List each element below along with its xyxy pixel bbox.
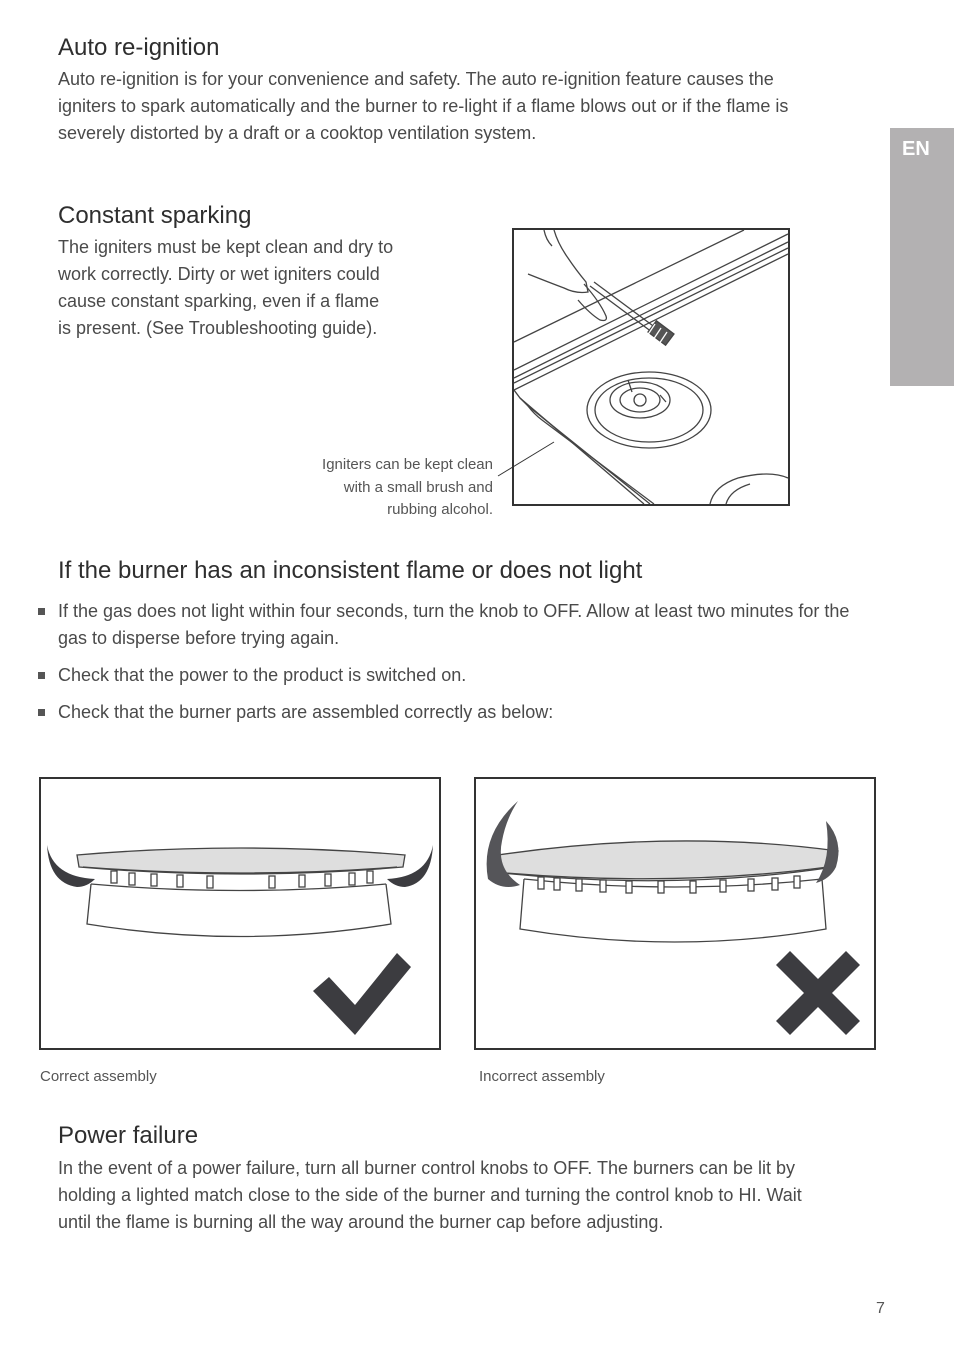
text-line: In the event of a power failure, turn all burner control knobs to OFF. The burners can be lit by	[58, 1158, 796, 1178]
check-mark-icon	[313, 949, 413, 1035]
caption-line: rubbing alcohol.	[387, 501, 493, 518]
incorrect-assembly-caption: Incorrect assembly	[479, 1068, 605, 1085]
caption-leader-line	[496, 440, 556, 480]
text-line: until the flame is burning all the way around the burner cap before adjusting.	[58, 1212, 664, 1232]
text-line: holding a lighted match close to the side of the burner and turning the control knob to HI. Wait	[58, 1185, 802, 1205]
language-tab	[890, 128, 954, 386]
list-item-text: Check that the power to the product is switched on.	[58, 665, 467, 685]
constant-sparking-heading: Constant sparking	[58, 202, 252, 229]
square-bullet-icon	[38, 608, 45, 615]
language-label: EN	[902, 138, 930, 160]
constant-sparking-text	[58, 234, 438, 342]
list-item-text: Check that the burner parts are assembled correctly as below:	[58, 702, 554, 722]
list-item	[38, 598, 878, 652]
text-line: is present. (See Troubleshooting guide).	[58, 318, 378, 338]
square-bullet-icon	[38, 672, 45, 679]
text-line: The igniters must be kept clean and dry to	[58, 237, 394, 257]
text-line: work correctly. Dirty or wet igniters could	[58, 264, 380, 284]
text-line: severely distorted by a draft or a cooktop ventilation system.	[58, 123, 537, 143]
text-line: igniters to spark automatically and the burner to re-light if a flame blows out or if the flame is	[58, 96, 789, 116]
list-item	[38, 699, 878, 726]
troubleshooting-list	[38, 598, 878, 736]
correct-assembly-caption: Correct assembly	[40, 1068, 157, 1085]
burner-flame-heading: If the burner has an inconsistent flame or does not light	[58, 557, 643, 584]
cross-mark-icon	[776, 951, 860, 1035]
correct-assembly-figure	[39, 777, 441, 1050]
text-line: Auto re-ignition is for your convenience and safety. The auto re-ignition feature causes the	[58, 69, 774, 89]
caption-line: with a small brush and	[343, 478, 493, 496]
auto-reignition-heading: Auto re-ignition	[58, 34, 220, 61]
power-failure-text	[58, 1155, 888, 1236]
page-number: 7	[876, 1300, 885, 1317]
square-bullet-icon	[38, 709, 45, 716]
text-line: cause constant sparking, even if a flame	[58, 291, 380, 311]
list-item	[38, 662, 878, 689]
auto-reignition-text	[58, 66, 878, 147]
list-item-text: If the gas does not light within four seconds, turn the knob to OFF. Allow at least two minutes for the gas to disperse before trying again.	[58, 601, 850, 648]
caption-line: Igniters can be kept clean	[322, 456, 493, 473]
power-failure-heading: Power failure	[58, 1122, 199, 1149]
igniter-caption	[290, 454, 493, 522]
incorrect-assembly-figure	[474, 777, 876, 1050]
